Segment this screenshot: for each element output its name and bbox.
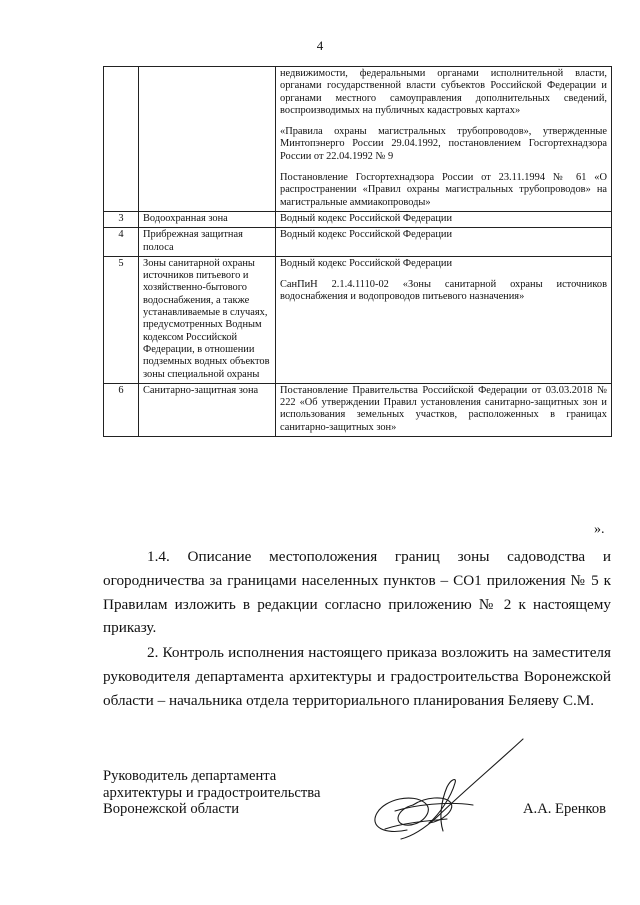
zone-name <box>139 67 276 212</box>
row-number: 4 <box>104 228 139 257</box>
closing-quote: ». <box>594 522 605 537</box>
page-number: 4 <box>316 38 324 53</box>
zone-name: Водоохранная зона <box>139 211 276 227</box>
document-text: Водный кодекс Российской Федерации <box>280 212 453 224</box>
table-row <box>104 211 612 227</box>
paragraph-1-4: 1.4. Описание местоположения границ зоны садоводства и огородничества за границами населенных пунктов – СО1 приложения № 5 к Правилам изложить в редакции согласно приложению № 2 к настоящему приказу. <box>103 548 611 637</box>
document-text: «Правила охраны магистральных трубопроводов», утвержденные Минтопэнерго России 29.04.1992, постановлением Госгортехнадзора России от 22.04.1992 № 9 <box>280 126 607 162</box>
row-number: 5 <box>104 256 139 383</box>
signatory-title-line: архитектуры и градостроительства <box>103 784 321 801</box>
document-text: недвижимости, федеральными органами исполнительной власти, органами государственной власти субъектов Российской Федерации и органами местного самоуправления дополнительных сведений, воспроизводимых на публичных кадастровых картах» <box>280 68 607 116</box>
document-text: Постановление Госгортехнадзора России от 23.11.1994 № 61 «О распространении «Правил охраны магистральных трубопроводов» на магистральные аммиакопроводы» <box>280 172 607 208</box>
document-text: Водный кодекс Российской Федерации <box>280 229 453 241</box>
legal-documents <box>276 256 612 383</box>
row-number: 3 <box>104 211 139 227</box>
legal-documents <box>276 383 612 436</box>
row-number: 6 <box>104 383 139 436</box>
table-row <box>104 228 612 257</box>
signatory-title-line: Руководитель департамента <box>103 768 277 784</box>
legal-documents <box>276 211 612 227</box>
row-number <box>104 67 139 212</box>
signatory-title <box>103 768 320 818</box>
paragraph-2: 2. Контроль исполнения настоящего приказа возложить на заместителя руководителя департамента архитектуры и градостроительства Воронежской области – начальника отдела территориального планирования Беляеву С.М. <box>103 644 611 709</box>
signatory-title-line: Воронежской области <box>103 801 240 817</box>
legal-documents <box>276 67 612 212</box>
zone-name: Санитарно-защитная зона <box>139 383 276 436</box>
document-text: Водный кодекс Российской Федерации <box>280 257 453 269</box>
handwritten-signature <box>355 735 525 845</box>
table-row <box>104 256 612 383</box>
zone-name: Прибрежная защитная полоса <box>139 228 276 257</box>
table-row <box>104 383 612 436</box>
table-row <box>104 67 612 212</box>
document-text: СанПиН 2.1.4.1110-02 «Зоны санитарной охраны источников водоснабжения и водопроводов питьевого назначения» <box>280 279 607 303</box>
legal-documents <box>276 228 612 257</box>
regulation-table <box>103 66 612 437</box>
zone-name: Зоны санитарной охраны источников питьевого и хозяйственно-бытового водоснабжения, а также устанавливаемые в случаях, предусмотренных Водным кодексом Российской Федерации, в отношении подземных водных объектов зоны специальной охраны <box>139 256 276 383</box>
document-text: Постановление Правительства Российской Федерации от 03.03.2018 № 222 «Об утверждении Правил установления санитарно-защитных зон и использования земельных участков, расположенных в границах санитарно-защитных зон» <box>280 384 607 433</box>
signatory-name: А.А. Еренков <box>523 801 607 817</box>
